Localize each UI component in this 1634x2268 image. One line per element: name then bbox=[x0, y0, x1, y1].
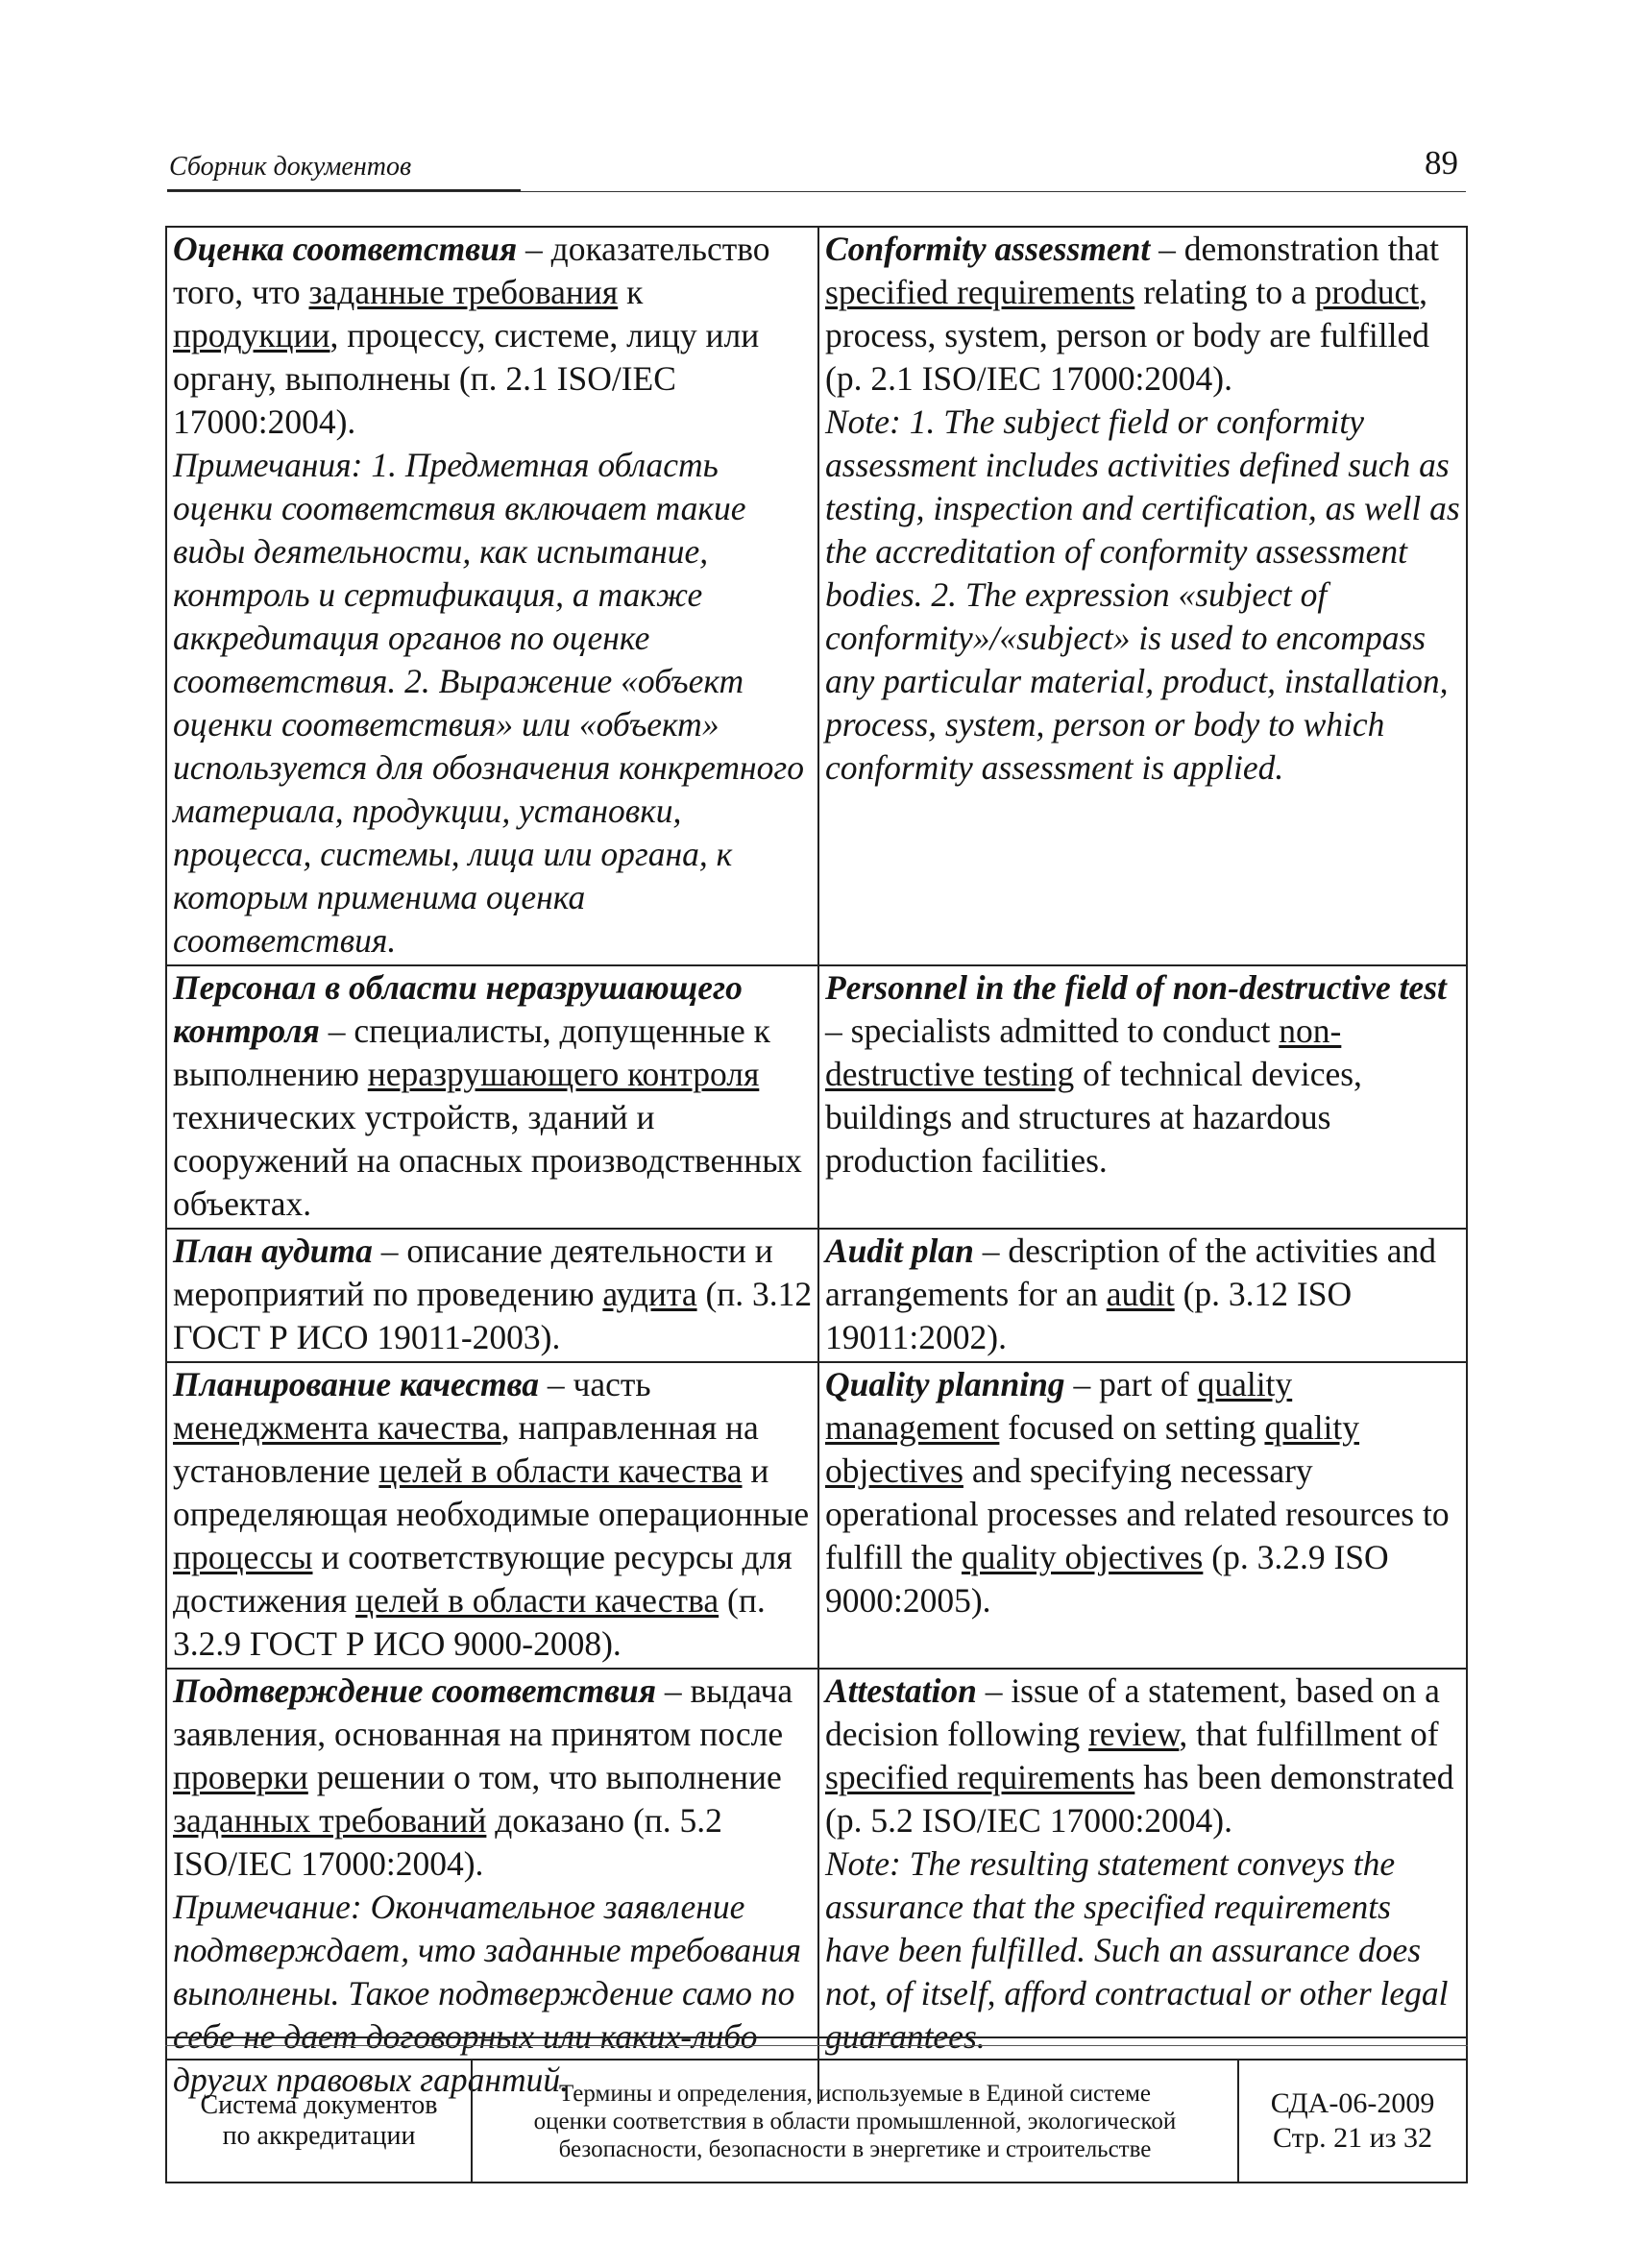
definition-text: (п. 3.12 ГОСТ Р ИСО 19011-2003). bbox=[173, 1275, 813, 1356]
term-cell-en bbox=[818, 1362, 1467, 1669]
term-ru: Планирование качества bbox=[173, 1365, 540, 1403]
definition-text: – специалисты, допущенные к выполнению bbox=[173, 1012, 770, 1093]
definition-text: (п. 3.2.9 ГОСТ Р ИСО 9000-2008). bbox=[173, 1581, 766, 1663]
definition-text: , process, system, person or body are fulfilled (p. 2.1 ISO/IEC 17000:2004). bbox=[825, 273, 1429, 398]
term-link[interactable]: non-destructive testing bbox=[825, 1012, 1342, 1093]
definition-text: – specialists admitted to conduct bbox=[825, 1012, 1280, 1050]
term-ru: Персонал в области неразрушающего контроля bbox=[173, 968, 743, 1050]
term-link[interactable]: заданные требования bbox=[308, 273, 619, 311]
definition-note: Примечания: 1. Предметная область оценки соответствия включает такие виды деятельности, как испытание, контроль и сертификация, а также аккредитация органов по оценке соответствия. 2. Выражение «объект оценки соответствия» или «объект» используется для обозначения конкретного материала, продукции, установки, процесса, системы, лица или органа, к которым применима оценка соответствия. bbox=[173, 446, 804, 960]
footer-title-line: безопасности, безопасности в энергетике и строительстве bbox=[558, 2135, 1152, 2162]
table-row bbox=[166, 1362, 1467, 1669]
table-row bbox=[166, 965, 1467, 1229]
definition-text: технических устройств, зданий и сооружений на опасных производственных объектах. bbox=[173, 1098, 802, 1223]
term-en: Quality planning bbox=[825, 1365, 1065, 1403]
term-link[interactable]: product bbox=[1314, 273, 1420, 311]
definition-text: к bbox=[618, 273, 644, 311]
term-cell-ru bbox=[166, 965, 818, 1229]
term-en: Attestation bbox=[825, 1671, 977, 1710]
footer-series bbox=[167, 2061, 473, 2182]
definition-text: , направленная на установление bbox=[173, 1408, 759, 1490]
term-cell-ru bbox=[166, 1669, 818, 2104]
table-bottom-rule-thin bbox=[165, 2045, 1468, 2046]
definition-text: решении о том, что выполнение bbox=[307, 1758, 782, 1796]
definition-text: и определяющая необходимые операционные bbox=[173, 1451, 810, 1533]
table-row bbox=[166, 1669, 1467, 2104]
term-cell-en bbox=[818, 227, 1467, 965]
term-link[interactable]: quality objectives bbox=[825, 1408, 1360, 1490]
definition-text: – demonstration that bbox=[1150, 230, 1439, 268]
definition-text: и соответствующие ресурсы для достижения bbox=[173, 1538, 793, 1620]
document-code: СДА-06-2009 bbox=[1270, 2087, 1435, 2119]
term-link[interactable]: процессы bbox=[173, 1538, 313, 1576]
footer-title-line: Термины и определения, используемые в Единой системе bbox=[558, 2080, 1151, 2107]
term-cell-en bbox=[818, 1669, 1467, 2104]
definition-text: – часть bbox=[539, 1365, 651, 1403]
term-link[interactable]: менеджмента качества bbox=[173, 1408, 501, 1447]
definition-text: – description of the activities and arrangements for an bbox=[825, 1232, 1436, 1313]
page-number: 89 bbox=[1425, 144, 1458, 182]
term-cell-ru bbox=[166, 1362, 818, 1669]
page-header bbox=[167, 144, 1466, 192]
definition-text: – доказательство того, что bbox=[173, 230, 770, 311]
term-link[interactable]: целей в области качества bbox=[354, 1581, 719, 1620]
term-link[interactable]: quality management bbox=[825, 1365, 1293, 1447]
definition-text: – описание деятельности и мероприятий по проведению bbox=[173, 1232, 773, 1313]
term-link[interactable]: аудита bbox=[602, 1275, 697, 1313]
term-ru: План аудита bbox=[173, 1232, 373, 1270]
header-rule bbox=[167, 191, 1466, 192]
term-link[interactable]: specified requirements bbox=[825, 273, 1135, 311]
term-cell-en bbox=[818, 965, 1467, 1229]
term-link[interactable]: audit bbox=[1106, 1275, 1175, 1313]
term-ru: Оценка соответствия bbox=[173, 230, 518, 268]
term-ru: Подтверждение соответствия bbox=[173, 1671, 656, 1710]
term-cell-en bbox=[818, 1229, 1467, 1362]
page-counter: Стр. 21 из 32 bbox=[1273, 2122, 1432, 2154]
table-row bbox=[166, 227, 1467, 965]
definition-text: focused on setting bbox=[999, 1408, 1265, 1447]
term-en: Conformity assessment bbox=[825, 230, 1151, 268]
definition-text: , that fulfillment of bbox=[1179, 1715, 1439, 1753]
definition-note: Примечание: Окончательное заявление подтверждает, что заданные требования выполнены. Такое подтверждение само по себе не дает договорных или каких-либо других правовых гарантий. bbox=[173, 1888, 801, 2099]
term-link[interactable]: неразрушающего контроля bbox=[367, 1055, 760, 1093]
table-bottom-rule bbox=[165, 2036, 1468, 2038]
term-link[interactable]: specified requirements bbox=[825, 1758, 1135, 1796]
term-link[interactable]: целей в области качества bbox=[378, 1451, 743, 1490]
terms-table bbox=[165, 226, 1468, 2104]
page-footer bbox=[165, 2059, 1468, 2183]
footer-series-line: по аккредитации bbox=[222, 2121, 416, 2151]
definition-text: has been demonstrated (p. 5.2 ISO/IEC 17000:2004). bbox=[825, 1758, 1454, 1840]
definition-text: – part of bbox=[1064, 1365, 1198, 1403]
term-link[interactable]: проверки bbox=[173, 1758, 308, 1796]
definition-text: , процессу, системе, лицу или органу, выполнены (п. 2.1 ISO/IEC 17000:2004). bbox=[173, 316, 760, 441]
term-cell-ru bbox=[166, 227, 818, 965]
definition-text: – выдача заявления, основанная на принятом после bbox=[173, 1671, 793, 1753]
definition-text: and specifying necessary operational processes and related resources to fulfill the bbox=[825, 1451, 1450, 1576]
definition-note: Note: The resulting statement conveys the assurance that the specified requirements have been fulfilled. Such an assurance does not, of itself, afford contractual or other legal guarantees. bbox=[825, 1844, 1449, 2056]
term-en: Audit plan bbox=[825, 1232, 974, 1270]
definition-text: доказано (п. 5.2 ISO/IEC 17000:2004). bbox=[173, 1801, 722, 1883]
collection-title: Сборник документов bbox=[169, 152, 412, 182]
term-link[interactable]: заданных требований bbox=[173, 1801, 487, 1840]
definition-text: (p. 3.12 ISO 19011:2002). bbox=[825, 1275, 1353, 1356]
definition-text: – issue of a statement, based on a decision following bbox=[825, 1671, 1440, 1753]
definition-text: (p. 3.2.9 ISO 9000:2005). bbox=[825, 1538, 1389, 1620]
term-link[interactable]: review bbox=[1088, 1715, 1180, 1753]
footer-document-code bbox=[1239, 2061, 1466, 2182]
definition-text: relating to a bbox=[1134, 273, 1315, 311]
term-link[interactable]: quality objectives bbox=[961, 1538, 1204, 1576]
footer-series-line: Система документов bbox=[200, 2090, 438, 2120]
table-row bbox=[166, 1229, 1467, 1362]
term-link[interactable]: продукции bbox=[173, 316, 330, 354]
term-en: Personnel in the field of non-destructive test bbox=[825, 968, 1447, 1007]
footer-title-line: оценки соответствия в области промышленной, экологической bbox=[533, 2108, 1177, 2134]
definition-note: Note: 1. The subject field or conformity assessment includes activities defined such as testing, inspection and certification, as well as the accreditation of conformity assessment bodies. 2. The expression «subject of conformity»/«subject» is used to encompass any particular material, product, installation, process, system, person or body to which conformity assessment is applied. bbox=[825, 402, 1460, 787]
term-cell-ru bbox=[166, 1229, 818, 1362]
definition-text: of technical devices, buildings and structures at hazardous production facilities. bbox=[825, 1055, 1362, 1180]
footer-document-title bbox=[473, 2061, 1239, 2182]
header-rule-accent bbox=[167, 189, 521, 191]
